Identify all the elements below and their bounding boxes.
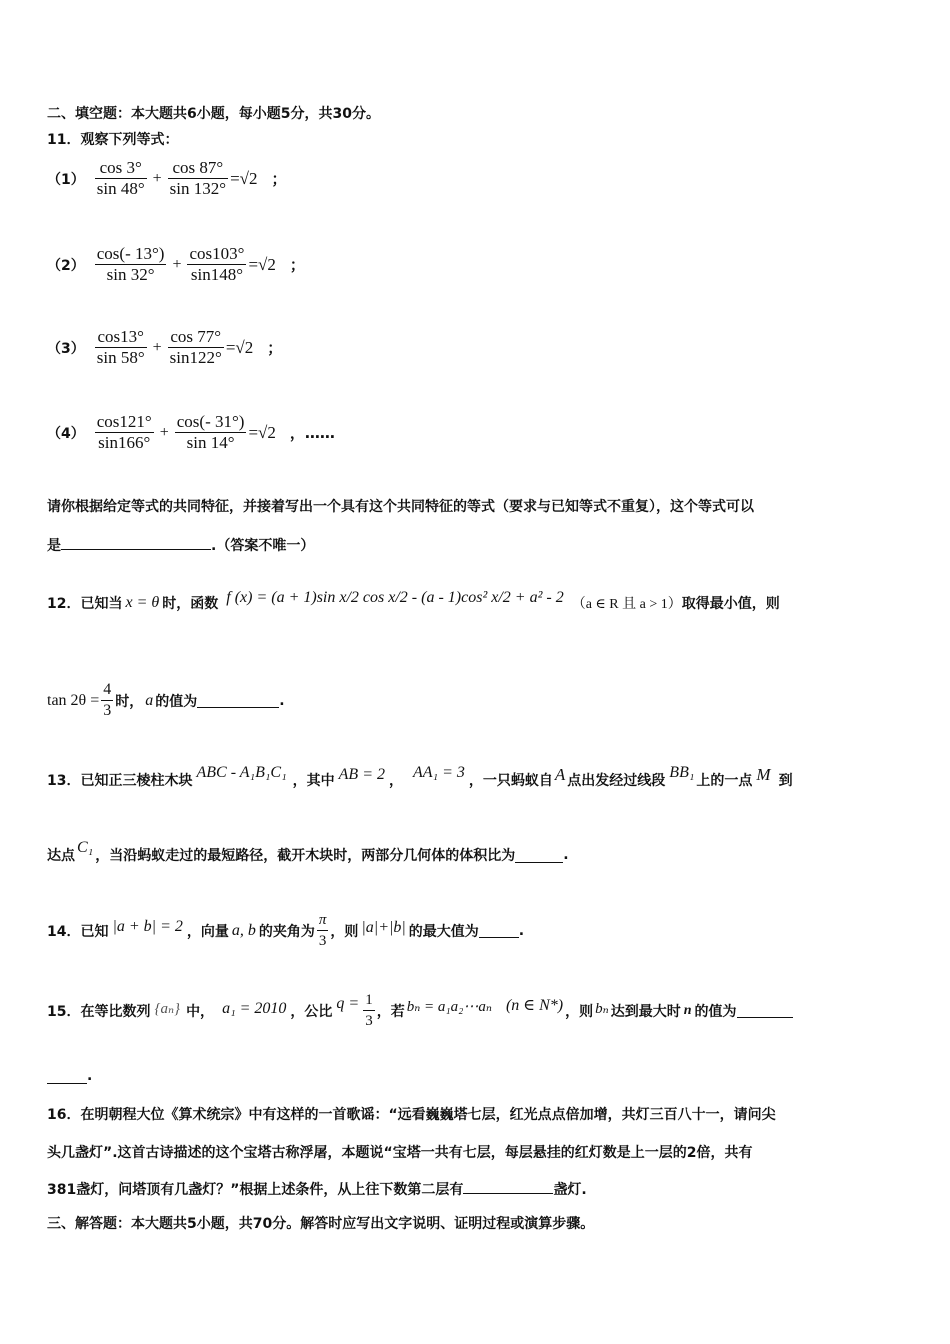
q15-text: 中， <box>186 1003 215 1020</box>
eq-denominator: sin 48° <box>96 179 145 198</box>
q15-ratio: q = <box>336 994 360 1012</box>
q14-text: ，则 <box>330 923 359 940</box>
q14-vectors: a, b <box>231 921 256 939</box>
q11-question-line1: 请你根据给定等式的共同特征，并接着写出一个具有这个共同特征的等式（要求与已知等式不重复），这个等式可以 <box>47 499 754 515</box>
eq-rhs: =√2 <box>248 422 276 442</box>
answer-blank[interactable] <box>197 693 279 708</box>
q13-text: 到 <box>778 773 793 789</box>
q15-text: ，则 <box>565 1003 594 1020</box>
q15-text: ，公比 <box>290 1003 333 1020</box>
eq-label: （4） <box>47 425 85 442</box>
q11-intro: 11．观察下列等式： <box>47 132 179 148</box>
q15-ratio-den: 3 <box>365 1013 373 1029</box>
q11-question-line2 <box>47 535 314 555</box>
q15-text: 达到最大时 <box>610 1003 681 1020</box>
answer-blank[interactable] <box>479 923 519 938</box>
section3-header: 三、解答题：本大题共5小题，共70分。解答时应写出文字说明、证明过程或演算步骤。 <box>47 1216 595 1232</box>
q12-frac-den: 3 <box>103 702 112 719</box>
eq-denominator: sin 14° <box>186 433 235 452</box>
q12-text: 的值为 <box>155 693 198 710</box>
q12-condition-paren: （a ∈ R 且 a > 1） <box>571 597 682 612</box>
q16-text: 381盏灯，问塔顶有几盏灯？”根据上述条件，从上往下数第二层有 <box>47 1182 464 1198</box>
q14-text: 的最大值为 <box>408 923 479 940</box>
q11-eq3: （3） $\frac{\cos 13^\circ}{\sin 58^\circ}$ + $\frac{\cos 77^\circ}{\sin 122^\circ}$ =√2 ； <box>47 327 283 367</box>
q13-point-m: M <box>756 765 771 784</box>
q15-text: ，若 <box>376 1003 405 1020</box>
eq-rhs: =√2 <box>248 254 276 274</box>
section2-header: 二、填空题：本大题共6小题，每小题5分，共30分。 <box>47 106 380 122</box>
q12-text: . <box>279 692 285 709</box>
eq-denominator: sin166° <box>98 433 151 452</box>
q14-line <box>47 910 524 951</box>
eq-numerator: cos(- 13°) <box>96 244 165 263</box>
eq-tail: ，…… <box>289 424 335 442</box>
q11-text: .（答案不唯一） <box>211 538 315 554</box>
eq-numerator: cos103° <box>189 244 245 263</box>
eq-label: （2） <box>47 257 85 274</box>
q14-text: ，向量 <box>186 923 229 940</box>
q14-text: 14．已知 <box>47 923 109 940</box>
answer-blank[interactable] <box>61 549 211 550</box>
q11-text: 是 <box>47 538 61 554</box>
q14-expr-norms: |a|+|b| <box>361 918 406 936</box>
eq-numerator: cos(- 31°) <box>176 412 245 431</box>
q13-bb1: BB₁ <box>669 764 695 781</box>
q12-line1 <box>47 589 780 613</box>
eq-tail: ； <box>267 339 283 357</box>
eq-rhs: =√2 <box>225 337 254 357</box>
answer-blank[interactable] <box>737 1003 793 1018</box>
q12-text: 取得最小值，则 <box>681 596 780 612</box>
q13-text: ，其中 <box>292 773 335 789</box>
q13-prism: ABC - A₁B₁C₁ <box>196 764 287 781</box>
q13-text: . <box>563 847 569 863</box>
q15-ratio-num: 1 <box>363 990 375 1011</box>
eq-numerator: cos13° <box>95 327 147 348</box>
q13-text: ， <box>389 773 403 789</box>
answer-blank[interactable] <box>515 848 563 863</box>
eq-rhs: =√2 <box>230 168 258 188</box>
eq-numerator: cos 87° <box>168 158 228 179</box>
eq-tail: ； <box>289 256 305 274</box>
q11-eq4: （4） $\frac{\cos 121^\circ}{\sin 166^\circ}$ + $\frac{\cos(- 31^\circ)}{\sin 14^\circ}$ =√2 ，…… <box>47 412 335 452</box>
q15-bn: bₙ <box>595 1001 609 1017</box>
q11-eq1: （1） $\frac{\cos 3^\circ}{\sin 48^\circ}$ + $\frac{\cos 87^\circ}{\sin 132^\circ}$ =√2 ； <box>47 158 287 198</box>
q13-line2 <box>47 839 569 865</box>
q15-line2 <box>47 1068 92 1084</box>
q15-line1 <box>47 990 793 1031</box>
q12-line2 <box>47 680 285 721</box>
q13-text: 点出发经过线段 <box>567 773 666 789</box>
answer-blank[interactable] <box>463 1179 553 1194</box>
eq-label: （3） <box>47 340 85 357</box>
q14-angle-num: π <box>317 910 329 931</box>
q16-line3 <box>47 1179 587 1199</box>
q12-frac-num: 4 <box>101 680 113 701</box>
eq-denominator: sin 132° <box>169 179 227 198</box>
q16-line1: 16．在明朝程大位《算术统宗》中有这样的一首歌谣：“远看巍巍塔七层，红光点点倍加增，共灯三百八十一，请问尖 <box>47 1107 776 1123</box>
q15-n: n <box>683 1002 692 1018</box>
q12-condition: x = θ <box>125 594 160 611</box>
q12-function: f (x) = (a + 1)sin x/2 cos x/2 - (a - 1)cos² x/2 + a² - 2 <box>226 589 564 606</box>
q14-text: 的夹角为 <box>258 923 315 940</box>
q15-text: 的值为 <box>694 1003 737 1020</box>
q13-line1 <box>47 764 793 790</box>
q13-text: ，一只蚂蚁自 <box>468 773 553 789</box>
q16-text: 盏灯. <box>553 1182 587 1198</box>
eq-tail: ； <box>271 170 287 188</box>
q13-point-a: A <box>554 765 566 784</box>
q13-text: 13．已知正三棱柱木块 <box>47 773 193 789</box>
q14-text: . <box>518 922 525 939</box>
q12-text: 时，函数 <box>162 596 219 612</box>
q13-aa1: AA₁ = 3 <box>413 764 465 781</box>
q11-eq2: （2） $\frac{\cos(- 13^\circ)}{\sin 32^\circ}$ + $\frac{\cos 103^\circ}{\sin 148^\circ}$ =√2 ； <box>47 244 305 284</box>
eq-denominator: sin148° <box>190 265 244 284</box>
eq-label: （1） <box>47 171 85 188</box>
q12-var-a: a <box>145 691 154 709</box>
q12-tan: tan 2θ = <box>47 691 100 709</box>
q13-text: 达点 <box>47 848 75 864</box>
q13-text: 上的一点 <box>696 773 753 789</box>
q14-expr-sum: |a + b| = 2 <box>112 917 183 935</box>
q13-text: ，当沿蚂蚁走过的最短路径，截开木块时，两部分几何体的体积比为 <box>95 848 516 864</box>
eq-denominator: sin122° <box>169 348 222 367</box>
eq-numerator: cos 3° <box>95 158 147 179</box>
q12-text: 12．已知当 <box>47 596 123 612</box>
eq-numerator: cos 77° <box>168 327 224 348</box>
q15-bn-def: bₙ = a₁a₂⋯aₙ <box>406 999 492 1015</box>
eq-numerator: cos121° <box>96 412 152 431</box>
q13-point-c1: C₁ <box>77 839 94 856</box>
q15-text: . <box>87 1068 93 1084</box>
eq-denominator: sin 32° <box>106 265 155 284</box>
q14-angle-den: 3 <box>318 933 327 949</box>
q15-sequence: {aₙ} <box>154 1001 181 1017</box>
q12-text: 时， <box>115 693 144 710</box>
q13-ab: AB = 2 <box>338 766 385 783</box>
q15-a1: a₁ = 2010 <box>222 999 287 1017</box>
q15-text: 15．在等比数列 <box>47 1003 151 1020</box>
answer-blank-continued[interactable] <box>47 1069 87 1084</box>
eq-denominator: sin 58° <box>96 348 145 367</box>
q15-n-cond: (n ∈ N*) <box>505 996 564 1014</box>
q16-line2: 头几盏灯”.这首古诗描述的这个宝塔古称浮屠，本题说“宝塔一共有七层，每层悬挂的红灯数是上一层的2倍，共有 <box>47 1145 753 1161</box>
